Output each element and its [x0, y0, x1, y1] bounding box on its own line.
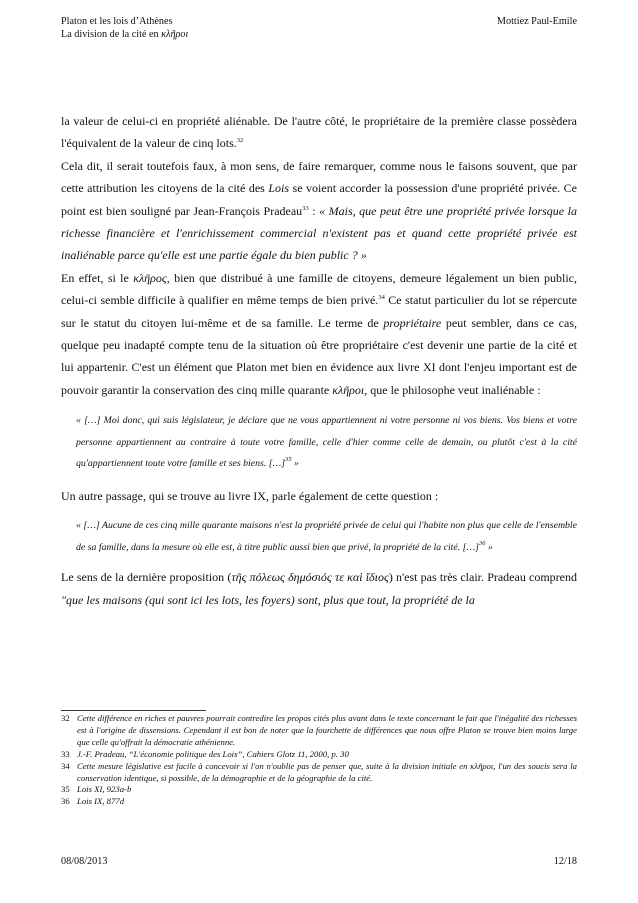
header-subtitle-greek: κλῆροι [161, 29, 189, 40]
footnote-ref-36[interactable]: 36 [478, 539, 486, 547]
header-subtitle [61, 28, 188, 41]
footer-date: 08/08/2013 [61, 856, 108, 867]
paragraph-text: : [308, 203, 320, 218]
footnote-text: Lois XI, 923a-b [77, 784, 132, 795]
paragraph-text: Le sens de la dernière proposition ( [61, 570, 232, 585]
paragraph-text: En effet, si le [61, 270, 134, 285]
footnote-ref-35[interactable]: 35 [285, 456, 292, 464]
pradeau-quote-start: "que les maisons (qui sont ici les lots, les foyers) sont, plus que tout, la propriété de la [61, 592, 475, 607]
paragraph-text: Ce statut particulier du lot se répercute sur le statut du citoyen lui-même et de sa famille. Le terme de [61, 293, 577, 330]
greek-kleros: κλῆρος [133, 270, 167, 285]
paragraph-4: Un autre passage, qui se trouve au livre IX, parle également de cette question : [61, 488, 439, 503]
footnote-number: 34 [61, 760, 70, 771]
block-quote-1 [76, 410, 577, 475]
paragraph-text: , que le philosophe veut inaliénable : [364, 382, 541, 397]
paragraph-text: Cela dit, il serait toutefois faux, à mon sens, de faire remarquer, comme nous le faisons souvent, que par cette attribution les citoyens de la cité des [61, 158, 577, 196]
footnote-36 [61, 796, 577, 808]
paragraph-text: se voient accorder la possession d'une propriété privée. Ce point est bien souligné par Jean-François Pradeau [61, 181, 577, 218]
running-header-left [61, 15, 188, 41]
page-number: 12/18 [553, 856, 577, 867]
block-quote-2 [76, 515, 577, 558]
footnote-ref-32[interactable]: 32 [236, 137, 244, 145]
footnote-35 [61, 784, 577, 796]
footnote-text: Cette différence en riches et pauvres pourrait contredire les propos cités plus avant dans le texte concernant le fait que l'inégalité des richesses est à l'origine de dissensions. Cependant il est bon de noter que la fourchette de différences que nous offre Platon se trouve bien moins large que celle qu'offrait la démocratie athénienne. [77, 713, 577, 747]
paragraph-2 [61, 155, 577, 267]
paragraph-3 [61, 267, 577, 401]
footnote-number: 32 [61, 713, 70, 723]
greek-phrase: τῆς πόλεως δημόσιός τε καὶ ἴδιος [231, 570, 389, 585]
header-title: Platon et les lois d’Athènes [61, 16, 173, 27]
header-subtitle-text: La division de la cité en [61, 29, 162, 40]
quote-close: » [291, 458, 299, 470]
document-body [61, 110, 577, 611]
footnote-34 [61, 761, 577, 785]
greek-kleroi: κλῆροι [332, 382, 365, 397]
header-author: Mottiez Paul-Emile [496, 16, 577, 27]
footnote-text: Lois IX, 877d [77, 796, 125, 807]
footnote-text: J.-F. Pradeau, “L'économie politique des Lois”, Cahiers Glotz 11, 2000, p. 30 [77, 748, 349, 759]
footnotes [61, 713, 577, 808]
quote-text: « […] Moi donc, qui suis législateur, je déclare que ne vous appartiennent ni votre personne ni vos biens. Vos biens et votre personne appartiennent au contraire à toute votre famille, celle d'hier comme celle de demain, ou plutôt c'est à la cité qu'appartiennent toute votre famille et ses biens. […] [76, 415, 577, 470]
footnote-separator [61, 710, 206, 711]
paragraph-1 [61, 110, 577, 155]
paragraph-5 [61, 566, 577, 611]
footnote-33 [61, 749, 577, 761]
footnote-ref-33[interactable]: 33 [302, 204, 309, 212]
paragraph-text: la valeur de celui-ci en propriété aliénable. De l'autre côté, le propriétaire de la première classe possèdera l'équivalent de la valeur de cinq lots. [61, 114, 577, 151]
paragraph-text: , bien que distribué à une famille de citoyens, demeure légalement un bien public, celui-ci semble difficile à qualifier en même temps de bien privé. [61, 270, 577, 308]
quote-close: » [485, 541, 493, 553]
lois-title: Lois [268, 181, 290, 196]
quote-text: « […] Aucune de ces cinq mille quarante maisons n'est la propriété privée de celui qui l'habite non plus que celle de l'ensemble de sa famille, dans la mesure où elle est, à titre public aussi bien que privé, la propriété de la cité. […] [76, 520, 577, 553]
paragraph-text: ) n'est pas très clair. Pradeau comprend [388, 570, 577, 585]
footnote-number: 35 [61, 784, 70, 795]
footnote-number: 36 [61, 796, 70, 807]
pradeau-quote: « Mais, que peut être une propriété privée lorsque la richesse financière et l'enrichissement commercial n'existent pas et quand cette propriété privée est inaliénable parce qu'elle est une partie égale du bien public ? » [61, 203, 577, 263]
term-proprietaire: propriétaire [383, 315, 442, 330]
footnote-number: 33 [61, 748, 70, 759]
footnote-32 [61, 713, 577, 749]
footnote-ref-34[interactable]: 34 [378, 294, 385, 302]
footnote-text: Cette mesure législative est facile à concevoir si l'on n'oublie pas de penser que, suite à la division initiale en κλῆροι, l'un des soucis sera la conservation identique, si possible, de la démographie et de la géographie de la cité. [77, 760, 577, 783]
paragraph-text: peut sembler, dans ce cas, quelque peu inadapté compte tenu de la situation où être propriétaire c'est devenir une partie de la cité et lui appartenir. C'est un élément que Platon met bien en évidence aux livre XI dont l'enjeu important est de pouvoir garantir la conservation des cinq mille quarante [61, 315, 577, 397]
